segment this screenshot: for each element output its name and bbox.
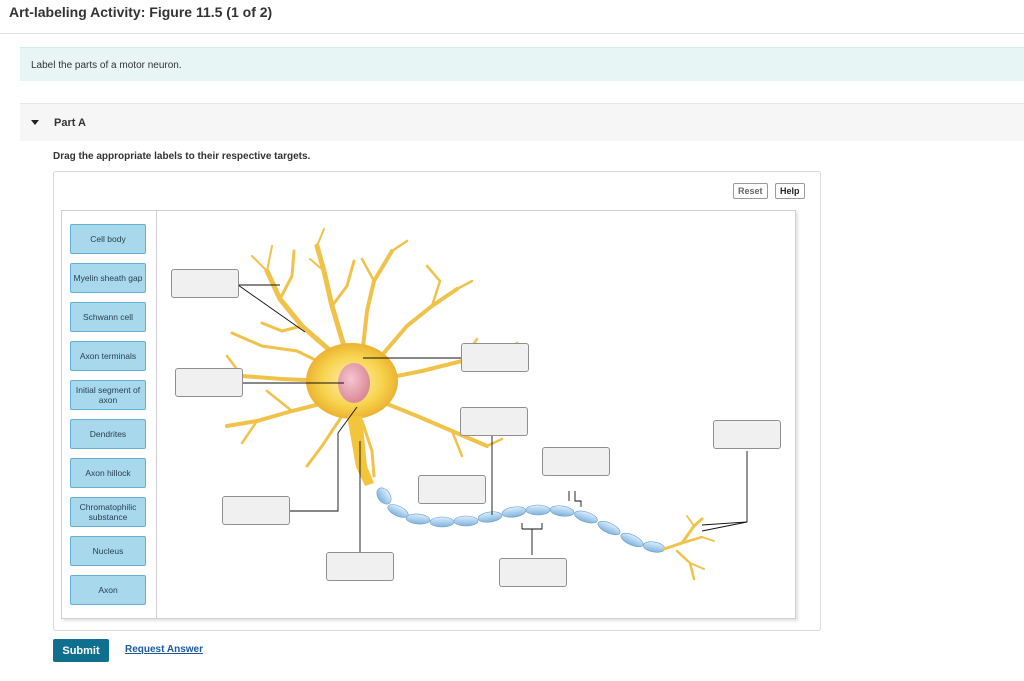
drop-target[interactable] [171, 269, 239, 298]
drop-target[interactable] [542, 447, 610, 476]
label-chip[interactable]: Cell body [70, 224, 146, 254]
label-chip[interactable]: Chromatophilic substance [70, 497, 146, 527]
labeling-canvas [61, 210, 796, 619]
drop-target[interactable] [713, 420, 781, 449]
label-chip[interactable]: Axon [70, 575, 146, 605]
drop-target[interactable] [461, 343, 529, 372]
part-label: Part A [54, 117, 86, 129]
reset-button[interactable]: Reset [733, 183, 768, 199]
page-title: Art-labeling Activity: Figure 11.5 (1 of 2) [9, 4, 273, 20]
caret-down-icon[interactable] [31, 120, 39, 125]
drop-target[interactable] [326, 552, 394, 581]
label-chip[interactable]: Dendrites [70, 419, 146, 449]
help-button[interactable]: Help [775, 183, 805, 199]
axon-terminals [664, 516, 714, 579]
title-divider [0, 33, 1024, 34]
request-answer-link[interactable]: Request Answer [125, 644, 203, 655]
task-instruction: Drag the appropriate labels to their respective targets. [53, 151, 311, 162]
label-chip[interactable]: Axon hillock [70, 458, 146, 488]
drop-target[interactable] [418, 475, 486, 504]
axon-hillock [347, 416, 374, 486]
part-a-header[interactable] [20, 103, 1024, 141]
drop-target[interactable] [460, 407, 528, 436]
label-chip[interactable]: Myelin sheath gap [70, 263, 146, 293]
submit-button[interactable]: Submit [53, 639, 109, 662]
drop-target[interactable] [222, 496, 290, 525]
label-chip[interactable]: Schwann cell [70, 302, 146, 332]
label-chip[interactable]: Axon terminals [70, 341, 146, 371]
instructions-text: Label the parts of a motor neuron. [31, 60, 182, 71]
drop-target[interactable] [175, 368, 243, 397]
label-chip[interactable]: Initial segment of axon [70, 380, 146, 410]
label-chip[interactable]: Nucleus [70, 536, 146, 566]
instructions-panel [20, 47, 1024, 81]
drop-target[interactable] [499, 558, 567, 587]
